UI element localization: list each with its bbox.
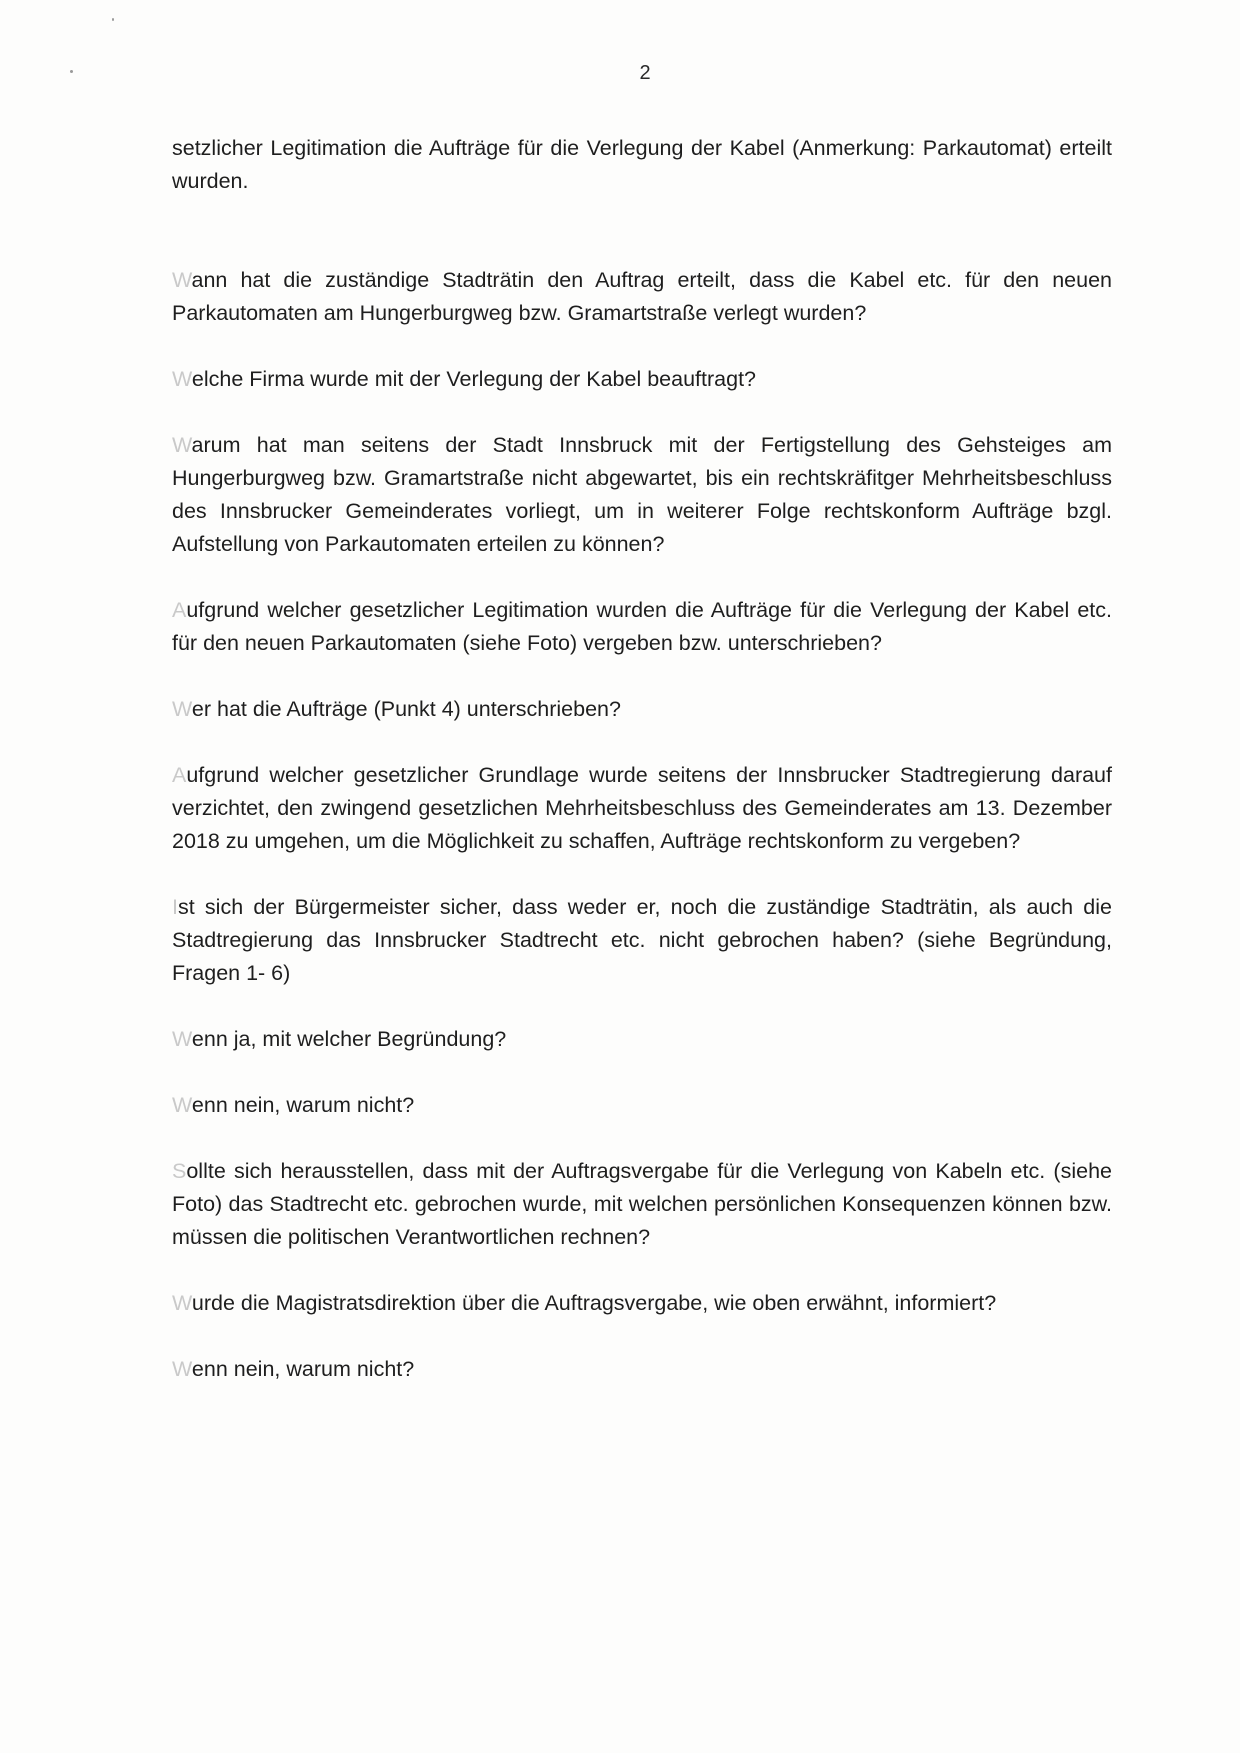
paragraph-text: enn nein, warum nicht? <box>191 1357 415 1381</box>
faded-initial: W <box>172 367 192 391</box>
faded-initial: A <box>172 763 187 787</box>
paragraph-text: ollte sich herausstellen, dass mit der Auftragsvergabe für die Verlegung von Kabeln etc. (siehe Foto) das Stadtrecht etc. gebrochen wurde, mit welchen persönlichen Konsequenzen können bzw. müssen die politischen Verantwortlichen rechnen? <box>172 1159 1112 1249</box>
faded-initial: W <box>172 268 192 292</box>
question-mayor-certain <box>172 891 1112 990</box>
question-if-no <box>172 1089 1112 1122</box>
faded-initial: W <box>172 1027 192 1051</box>
question-legal-basis-contracts <box>172 594 1112 660</box>
faded-initial: A <box>172 598 187 622</box>
faded-initial: W <box>172 1291 192 1315</box>
question-when-contract <box>172 264 1112 330</box>
paragraph-text: ann hat die zuständige Stadträtin den Auftrag erteilt, dass die Kabel etc. für den neuen Parkautomaten am Hungerburgweg bzw. Gramartstraße verlegt wurden? <box>172 268 1112 325</box>
faded-initial: I <box>172 895 178 919</box>
question-if-yes <box>172 1023 1112 1056</box>
paragraph-text: setzlicher Legitimation die Aufträge für die Verlegung der Kabel (Anmerkung: Parkautomat) erteilt wurden. <box>172 136 1112 193</box>
question-who-signed <box>172 693 1112 726</box>
paragraph-text: arum hat man seitens der Stadt Innsbruck mit der Fertigstellung des Gehsteiges am Hungerburgweg bzw. Gramartstraße nicht abgewartet, bis ein rechtskräfitger Mehrheitsbeschluss des Innsbrucker Gemeinderates vorliegt, um in weiterer Folge rechtskonform Aufträge bzgl. Aufstellung von Parkautomaten erteilen zu können? <box>172 433 1112 556</box>
scan-speck <box>112 18 114 21</box>
question-why-not-waited <box>172 429 1112 561</box>
question-legal-basis-waiver <box>172 759 1112 858</box>
question-consequences <box>172 1155 1112 1254</box>
faded-initial: W <box>172 1093 192 1117</box>
paragraph-continuation <box>172 132 1112 198</box>
faded-initial: W <box>172 433 192 457</box>
page-number: 2 <box>639 62 651 84</box>
paragraph-text: enn ja, mit welcher Begründung? <box>191 1027 507 1051</box>
faded-initial: W <box>172 697 192 721</box>
faded-initial: W <box>172 1357 192 1381</box>
faded-initial: S <box>172 1159 187 1183</box>
question-if-no-final <box>172 1353 1112 1386</box>
paragraph-text: st sich der Bürgermeister sicher, dass weder er, noch die zuständige Stadträtin, als auch die Stadtregierung das Innsbrucker Stadtrecht etc. nicht gebrochen haben? (siehe Begründung, Fragen 1- 6) <box>172 895 1112 985</box>
paragraph-text: ufgrund welcher gesetzlicher Legitimation wurden die Aufträge für die Verlegung der Kabel etc. für den neuen Parkautomaten (siehe Foto) vergeben bzw. unterschrieben? <box>172 598 1112 655</box>
document-body <box>172 132 1112 1419</box>
paragraph-text: er hat die Aufträge (Punkt 4) unterschrieben? <box>191 697 621 721</box>
question-magistrate-informed <box>172 1287 1112 1320</box>
paragraph-text: ufgrund welcher gesetzlicher Grundlage wurde seitens der Innsbrucker Stadtregierung darauf verzichtet, den zwingend gesetzlichen Mehrheitsbeschluss des Gemeinderates am 13. Dezember 2018 zu umgehen, um die Möglichkeit zu schaffen, Aufträge rechtskonform zu vergeben? <box>172 763 1112 853</box>
paragraph-text: urde die Magistratsdirektion über die Auftragsvergabe, wie oben erwähnt, informiert? <box>191 1291 997 1315</box>
paragraph-text: enn nein, warum nicht? <box>191 1093 415 1117</box>
paragraph-text: elche Firma wurde mit der Verlegung der Kabel beauftragt? <box>191 367 756 391</box>
question-which-company <box>172 363 1112 396</box>
